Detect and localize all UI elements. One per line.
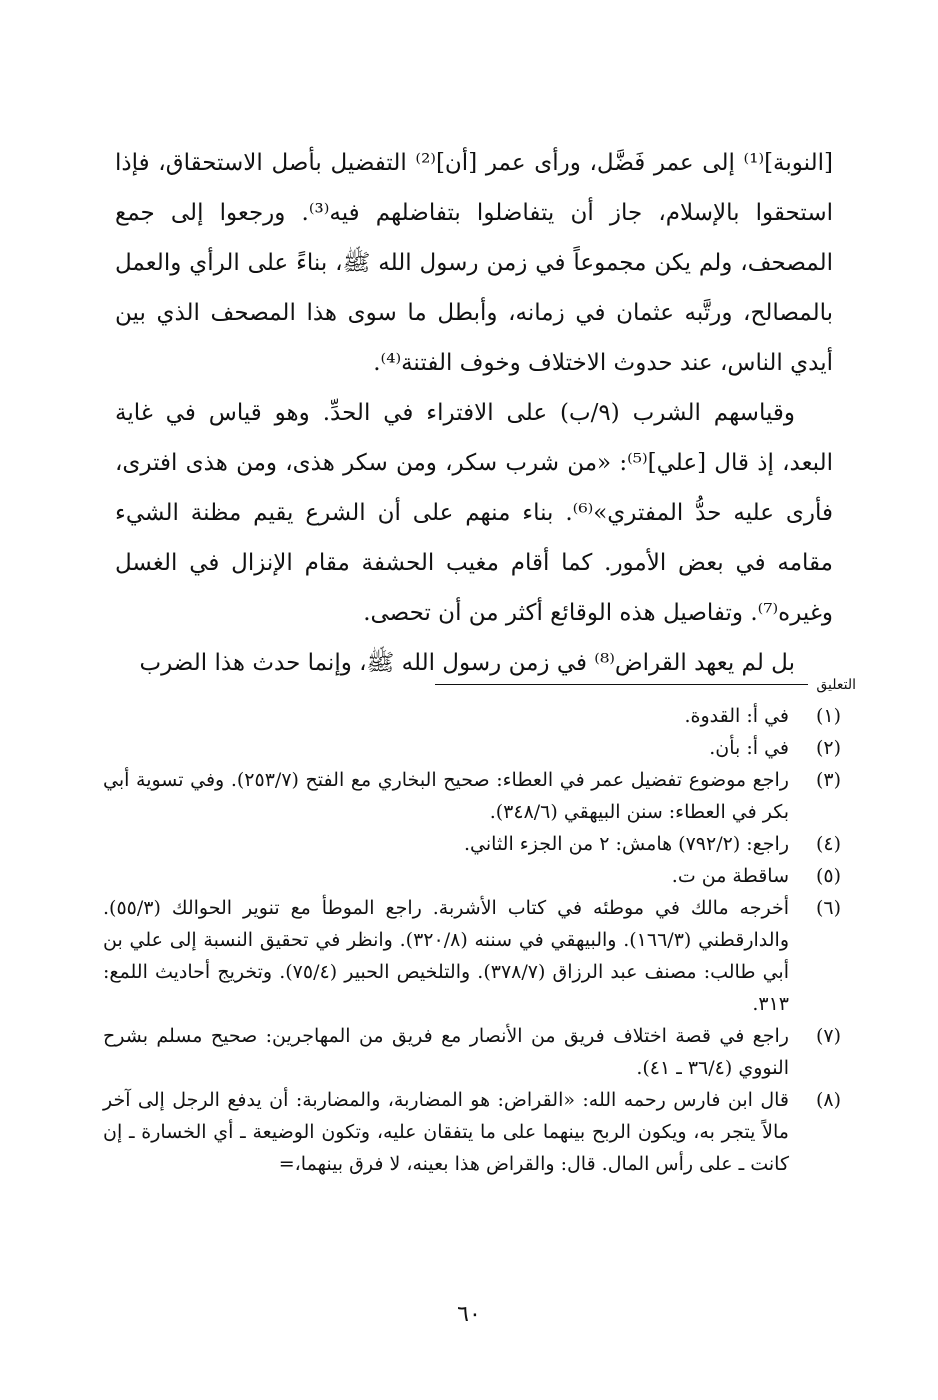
- footnote: [103, 1084, 841, 1180]
- footnote: [103, 892, 841, 1020]
- footnote-text: راجع في قصة اختلاف فريق من الأنصار مع فريق من المهاجرين: صحيح مسلم بشرح النووي (٣٦/٤ ـ ٤١).: [103, 1025, 789, 1079]
- footnote: [103, 828, 841, 860]
- footnote-text: راجع: (٧٩٢/٢) هامش: ٢ من الجزء الثاني.: [464, 833, 789, 855]
- footnote-text: في أ: القدوة.: [684, 705, 789, 727]
- footnote: [103, 860, 841, 892]
- footnote-number: (٨): [815, 1089, 841, 1111]
- footnote-number: (٧): [815, 1025, 841, 1047]
- paragraph-2: وقياسهم الشرب (٩/ب) على الافتراء في الحدِّ. وهو قياس في غاية البعد، إذ قال [علي]⁽⁵⁾: «من شرب سكر، ومن سكر هذى، ومن هذى افترى، فأرى عليه حدُّ المفتري»⁽⁶⁾. بناء منهم على أن الشرع يقيم مظنة الشيء مقامه في بعض الأمور. كما أقام مغيب الحشفة مقام الإنزال في الغسل وغيره⁽⁷⁾. وتفاصيل هذه الوقائع أكثر من أن تحصى.: [115, 400, 834, 626]
- footnote: [103, 700, 841, 732]
- footnote-number: (٣): [815, 769, 841, 791]
- paragraph-1: [النوبة]⁽¹⁾ إلى عمر فَضَّل، ورأى عمر [أن]⁽²⁾ التفضيل بأصل الاستحقاق، فإذا استحقوا بالإسلام، جاز أن يتفاضلوا بتفاضلهم فيه⁽³⁾. ورجعوا إلى جمع المصحف، ولم يكن مجموعاً في زمن رسول الله ﷺ، بناءً على الرأي والعمل بالمصالح، ورتَّبه عثمان في زمانه، وأبطل ما سوى هذا المصحف الذي بين أيدي الناس، عند حدوث الاختلاف وخوف الفتنة⁽⁴⁾.: [115, 150, 833, 376]
- footnote-text: راجع موضوع تفضيل عمر في العطاء: صحيح البخاري مع الفتح (٢٥٣/٧). وفي تسوية أبي بكر في العطاء: سنن البيهقي (٣٤٨/٦).: [103, 769, 789, 823]
- main-text: [115, 138, 833, 688]
- footnote: [103, 732, 841, 764]
- footnote-text: قال ابن فارس رحمه الله: «القراض: هو المضاربة، والمضاربة: أن يدفع الرجل إلى آخر مالاً يتجر به، ويكون الربح بينهما على ما يتفقان عليه، وتكون الوضيعة ـ أي الخسارة ـ إن كانت ـ على رأس المال. قال: والقراض هذا بعينه، لا فرق بينهما،=: [103, 1089, 789, 1175]
- footnote: [103, 1020, 841, 1084]
- footnote-number: (١): [815, 705, 841, 727]
- footnote-text: أخرجه مالك في موطئه في كتاب الأشربة. راجع الموطأ مع تنوير الحوالك (٥٥/٣). والدارقطني (١٦٦/٣). والبيهقي في سننه (٣٢٠/٨). وانظر في تحقيق النسبة إلى علي بن أبي طالب: مصنف عبد الرزاق (٣٧٨/٧). والتلخيص الحبير (٧٥/٤). وتخريج أحاديث اللمع: ٣١٣.: [103, 897, 789, 1015]
- paragraph-3: بل لم يعهد القراض⁽⁸⁾ في زمن رسول الله ﷺ، وإنما حدث هذا الضرب: [139, 650, 795, 676]
- footnote-number: (٤): [815, 833, 841, 855]
- footnote-number: (٦): [815, 897, 841, 919]
- footnotes: [103, 700, 841, 1180]
- footnote-number: (٥): [815, 865, 841, 887]
- footnote-number: (٢): [815, 737, 841, 759]
- footnotes-divider: [435, 684, 808, 685]
- footnote: [103, 764, 841, 828]
- footnote-text: في أ: بأن.: [709, 737, 789, 759]
- footnotes-label: التعليق: [816, 677, 856, 693]
- footnote-text: ساقطة من ت.: [671, 865, 789, 887]
- page-number: ٦٠: [457, 1302, 481, 1327]
